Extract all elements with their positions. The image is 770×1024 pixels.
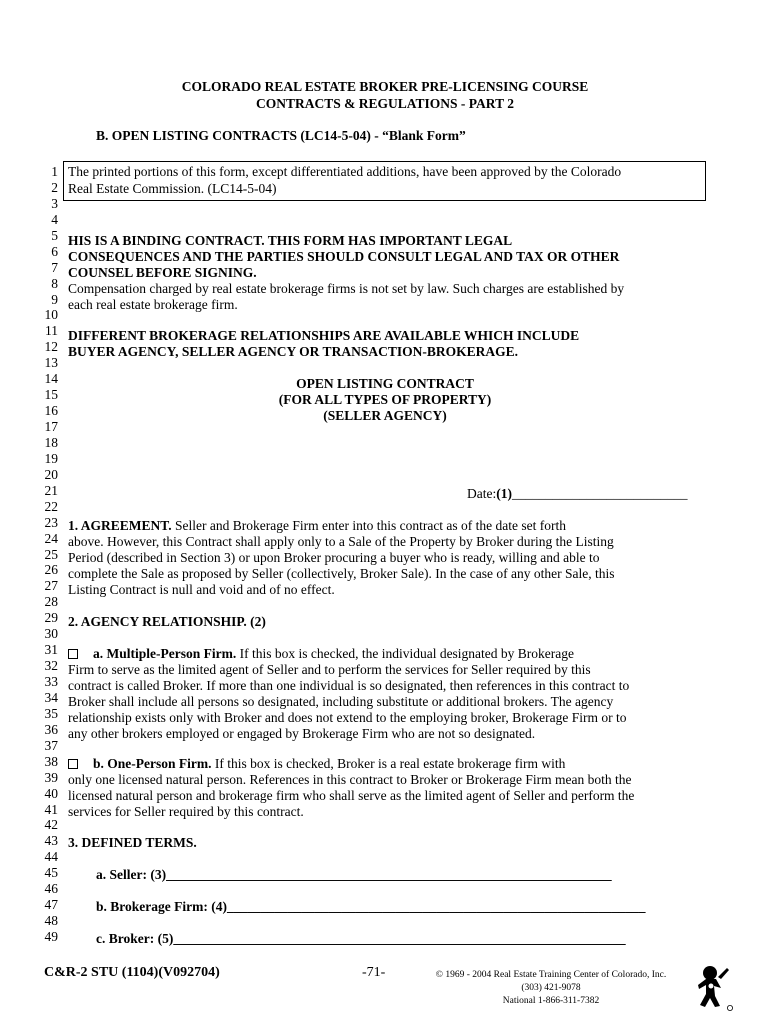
line-number: 47 (44, 897, 58, 913)
line-number: 30 (44, 626, 58, 642)
line-number: 6 (51, 243, 58, 259)
line-number: 5 (51, 227, 58, 243)
footer-national: National 1-866-311-7382 (502, 996, 600, 1006)
footer-copyright: © 1969 - 2004 Real Estate Training Center of Colorado, Inc. (435, 970, 667, 980)
single-firm-line-38 (68, 756, 565, 772)
doc-header-line2: CONTRACTS & REGULATIONS - PART 2 (256, 96, 514, 111)
brokerage-firm-label: b. Brokerage Firm: (4) (96, 899, 227, 914)
date-field[interactable] (467, 486, 688, 502)
line-number: 49 (44, 929, 58, 944)
line-number: 31 (44, 642, 58, 658)
multi-firm-heading: a. Multiple-Person Firm. (93, 646, 237, 661)
multi-firm-checkbox[interactable] (68, 649, 78, 659)
page-number: -71- (362, 965, 386, 980)
line-number: 10 (44, 307, 58, 323)
agreement-line-23 (68, 518, 566, 534)
multi-firm-line-36: any other brokers employed or engaged by Brokerage Firm who are not so designated. (68, 726, 536, 741)
seller-field[interactable] (96, 867, 612, 883)
section-title: B. OPEN LISTING CONTRACTS (LC14-5-04) - “Blank Form” (96, 128, 466, 143)
line-number: 44 (44, 849, 58, 865)
single-firm-line-41: services for Seller required by this contract. (68, 804, 304, 819)
line-number: 42 (44, 817, 58, 833)
line-number: 35 (44, 705, 58, 721)
line-number: 1 (51, 164, 58, 179)
line-number: 20 (44, 466, 58, 482)
line-number: 17 (44, 419, 58, 434)
agreement-line-26: complete the Sale as proposed by Seller (collectively, Broker Sale). In the case of any other Sale, this (68, 566, 615, 581)
multi-firm-line-31 (68, 646, 574, 662)
brokerage-firm-blank: ______________________________________________________________ (226, 899, 646, 914)
line-number: 11 (45, 323, 58, 339)
line-number: 43 (44, 833, 58, 849)
line-number: 22 (44, 498, 58, 514)
line-number: 37 (44, 737, 58, 753)
footer-phone: (303) 421-9078 (521, 983, 581, 993)
warning-line-5: HIS IS A BINDING CONTRACT. THIS FORM HAS IMPORTANT LEGAL (68, 233, 513, 248)
single-firm-heading: b. One-Person Firm. (93, 756, 212, 771)
line-number: 26 (44, 562, 58, 578)
multi-firm-line-35: relationship exists only with Broker and does not extend to the employing broker, Brokerage Firm or to (68, 710, 627, 725)
doc-header-line1: COLORADO REAL ESTATE BROKER PRE-LICENSING COURSE (181, 79, 589, 94)
relationships-line-11: DIFFERENT BROKERAGE RELATIONSHIPS ARE AVAILABLE WHICH INCLUDE (68, 328, 580, 343)
line-number: 33 (44, 674, 58, 689)
brokerage-firm-field[interactable] (96, 899, 645, 915)
contract-subtitle-2: (SELLER AGENCY) (323, 408, 447, 423)
contract-title: OPEN LISTING CONTRACT (296, 376, 474, 391)
agreement-line-25: Period (described in Section 3) or upon Broker procuring a buyer who is ready, willing and able to (68, 550, 600, 565)
line-number: 14 (44, 371, 58, 387)
line-number: 28 (44, 594, 58, 610)
multi-firm-text-31: If this box is checked, the individual designated by Brokerage (236, 646, 575, 661)
notice-line-1: The printed portions of this form, except differentiated additions, have been approved by the Colorado (68, 164, 622, 179)
line-number: 2 (51, 179, 58, 195)
line-number: 46 (44, 881, 58, 897)
warning-line-6: CONSEQUENCES AND THE PARTIES SHOULD CONSULT LEGAL AND TAX OR OTHER (68, 249, 620, 264)
contract-subtitle-1: (FOR ALL TYPES OF PROPERTY) (278, 392, 492, 407)
date-code: (1) (496, 486, 512, 501)
line-number: 3 (51, 195, 58, 211)
line-number: 36 (44, 721, 58, 737)
agreement-heading: 1. AGREEMENT. (68, 518, 172, 533)
agreement-line-27: Listing Contract is null and void and of no effect. (68, 582, 335, 597)
line-number: 18 (44, 434, 58, 450)
line-number: 24 (44, 530, 58, 546)
line-number: 21 (44, 482, 58, 498)
line-number: 34 (44, 689, 58, 705)
seller-blank: __________________________________________________________________ (166, 867, 612, 882)
compensation-line-8: Compensation charged by real estate brokerage firms is not set by law. Such charges are established by (68, 281, 625, 296)
line-number: 8 (51, 275, 58, 291)
line-number: 48 (44, 913, 58, 929)
date-blank: __________________________ (512, 486, 688, 501)
line-number: 32 (44, 658, 58, 674)
seller-label: a. Seller: (3) (96, 867, 167, 882)
defined-terms-heading: 3. DEFINED TERMS. (68, 835, 197, 850)
multi-firm-line-32: Firm to serve as the limited agent of Seller and to perform the services for Seller required by this (68, 662, 591, 677)
line-number: 27 (44, 578, 58, 594)
warning-line-7: COUNSEL BEFORE SIGNING. (68, 265, 257, 280)
single-firm-line-39: only one licensed natural person. References in this contract to Broker or Brokerage Firm mean both the (68, 772, 632, 787)
agency-heading: 2. AGENCY RELATIONSHIP. (2) (68, 614, 266, 629)
broker-label: c. Broker: (5) (96, 931, 174, 946)
footer-copyright-block (424, 969, 678, 1008)
footer-form-code: C&R-2 STU (1104)(V092704) (44, 965, 220, 980)
line-number: 23 (44, 514, 58, 530)
multi-firm-line-33: contract is called Broker. If more than one individual is so designated, then references in this contract to (68, 678, 630, 693)
running-figure-logo-icon (694, 962, 734, 1012)
line-number: 7 (51, 259, 58, 275)
agreement-line-24: above. However, this Contract shall apply only to a Sale of the Property by Broker during the Listing (68, 534, 614, 549)
line-number: 19 (44, 450, 58, 466)
line-number: 16 (44, 403, 58, 419)
line-number: 39 (44, 769, 58, 785)
single-firm-text-38: If this box is checked, Broker is a real estate brokerage firm with (211, 756, 566, 771)
date-label: Date: (467, 486, 497, 501)
line-number: 4 (51, 211, 58, 227)
line-number: 9 (51, 291, 58, 307)
line-number: 15 (44, 387, 58, 403)
multi-firm-line-34: Broker shall include all persons so designated, including substitute or additional brokers. The agency (68, 694, 614, 709)
line-number: 41 (44, 801, 58, 817)
agreement-text-23: Seller and Brokerage Firm enter into this contract as of the date set forth (171, 518, 567, 533)
line-number: 38 (44, 753, 58, 769)
line-number: 29 (44, 610, 58, 626)
line-number: 45 (44, 865, 58, 881)
compensation-line-9: each real estate brokerage firm. (68, 297, 238, 312)
single-firm-checkbox[interactable] (68, 759, 78, 769)
line-number: 12 (44, 339, 58, 355)
notice-line-2: Real Estate Commission. (LC14-5-04) (68, 181, 277, 196)
broker-field[interactable] (96, 931, 626, 947)
line-number: 13 (44, 355, 58, 371)
line-number: 40 (44, 785, 58, 801)
line-number: 25 (44, 546, 58, 562)
relationships-line-12: BUYER AGENCY, SELLER AGENCY OR TRANSACTION-BROKERAGE. (68, 344, 518, 359)
broker-blank: ___________________________________________________________________ (173, 931, 626, 946)
single-firm-line-40: licensed natural person and brokerage firm who shall serve as the limited agent of Seller and perform the (68, 788, 635, 803)
